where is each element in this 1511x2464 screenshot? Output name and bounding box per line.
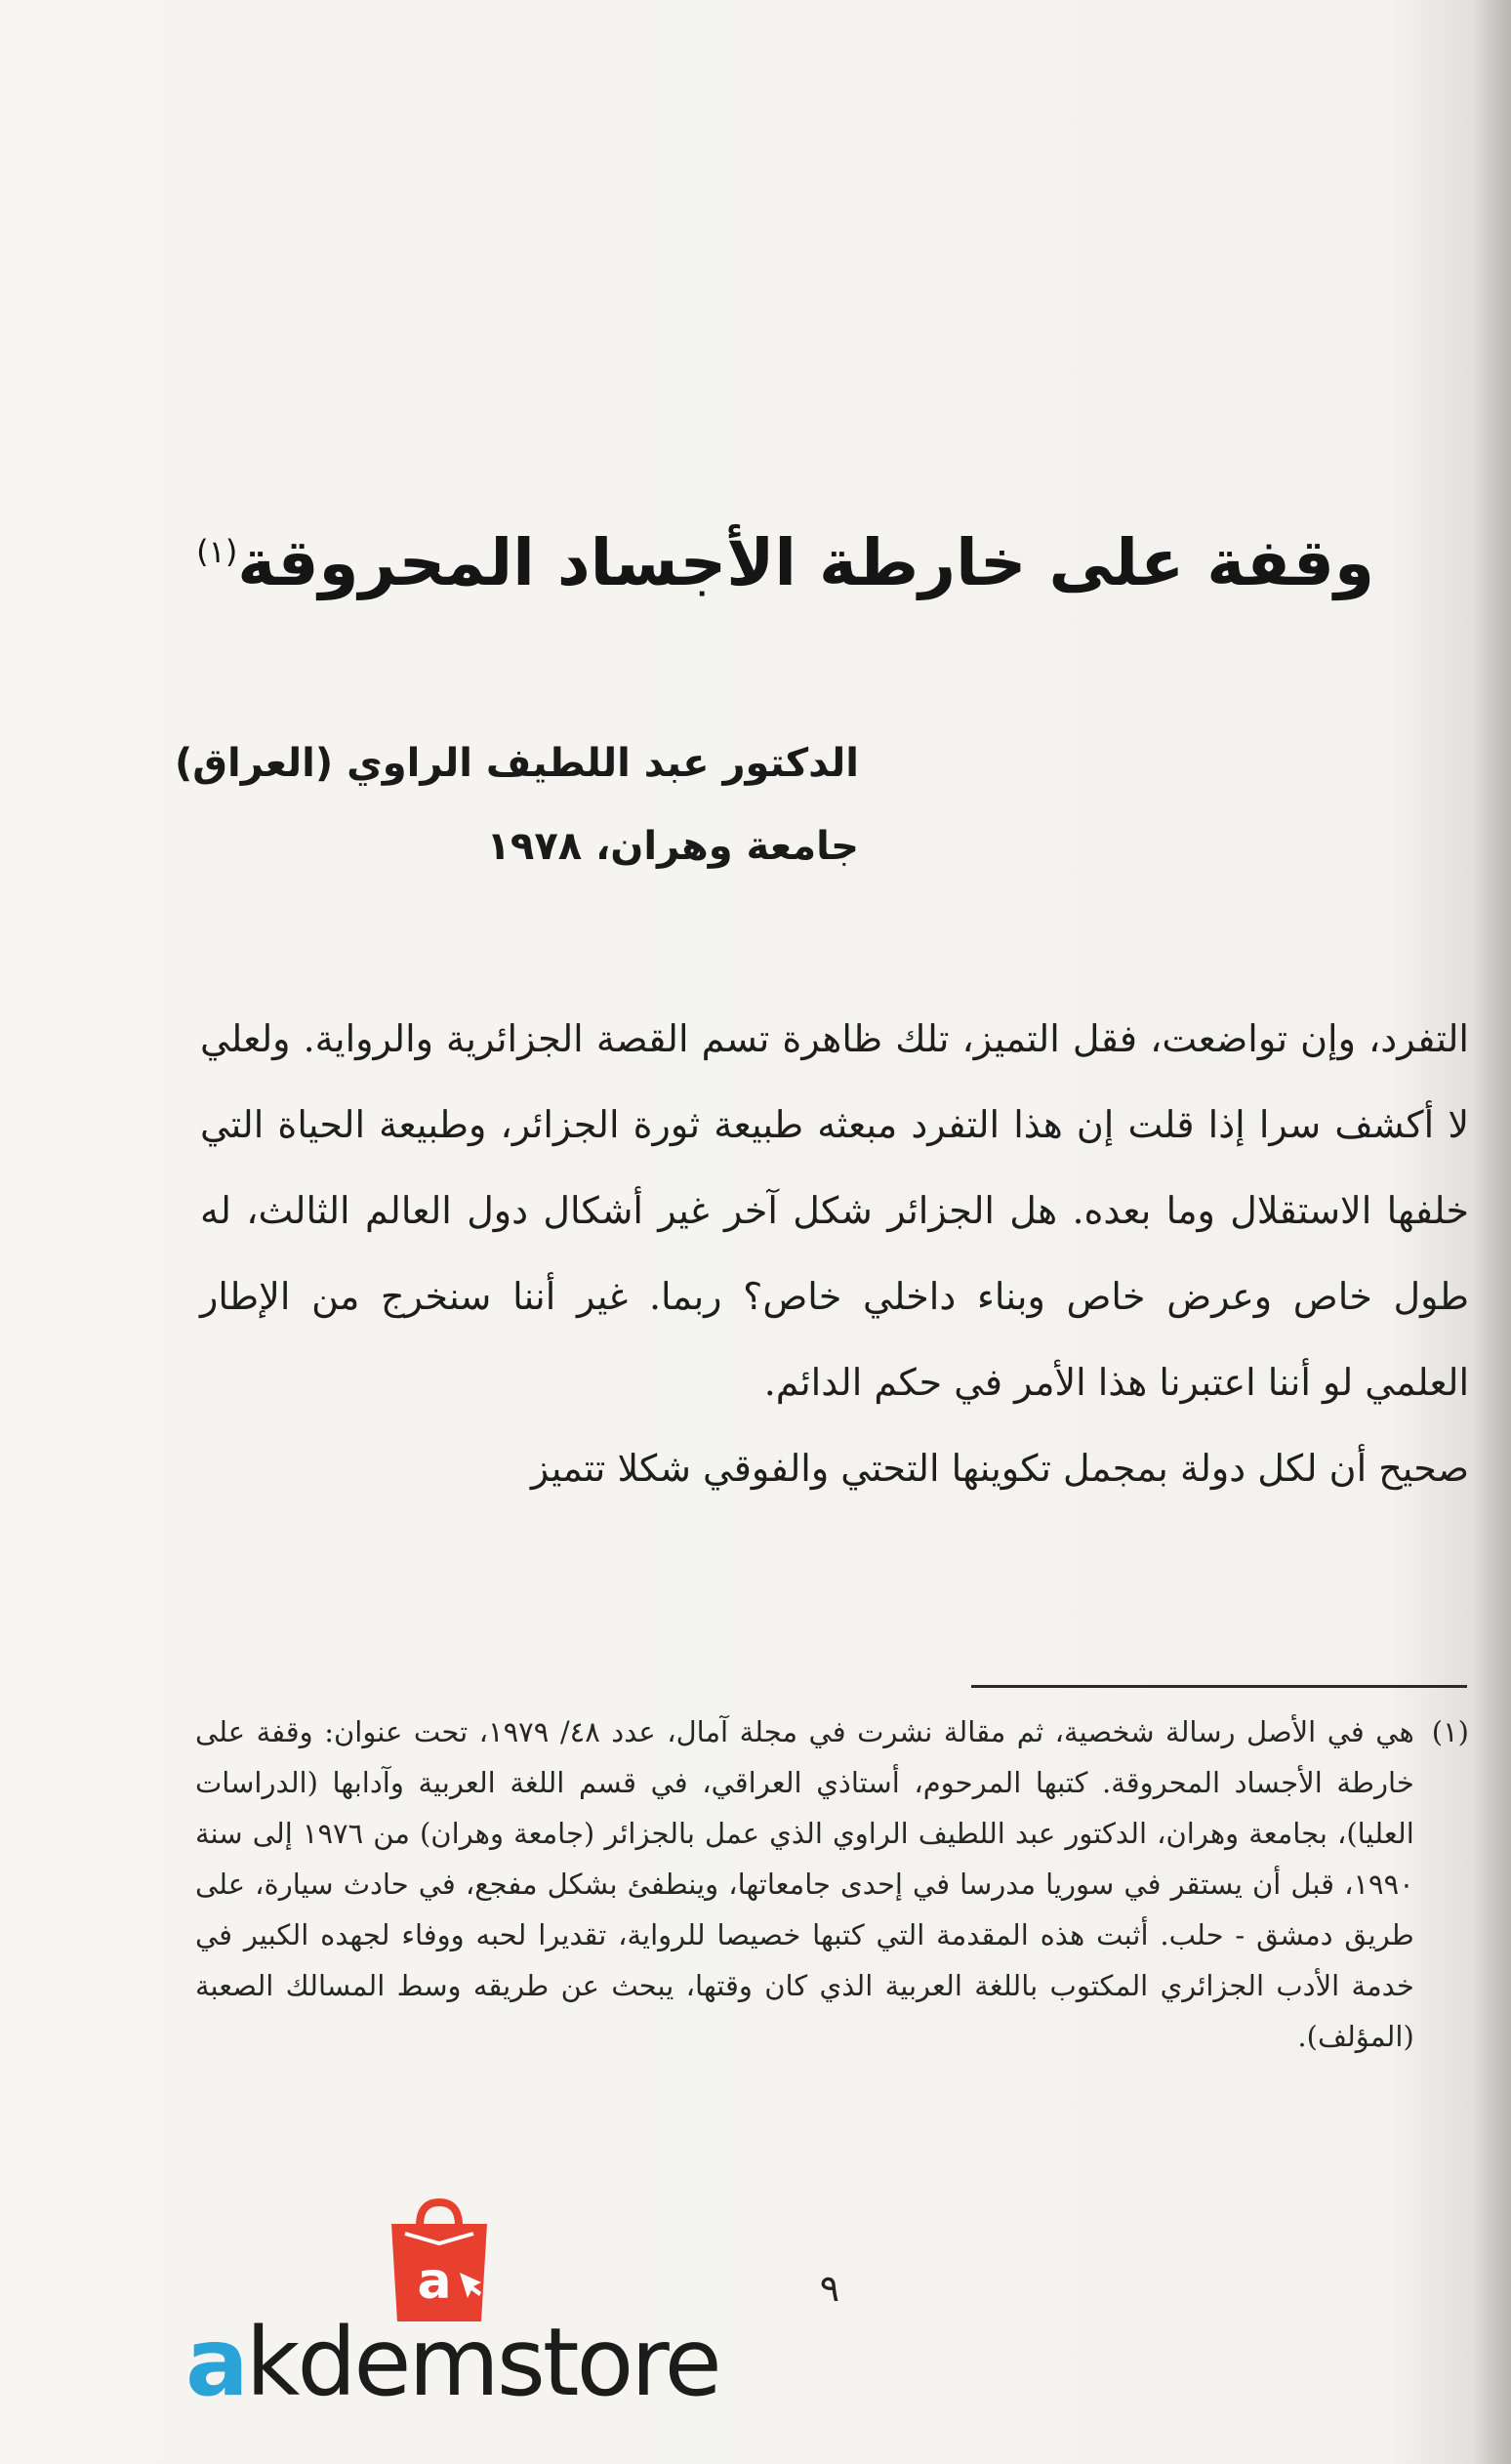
- brand-first-letter: a: [185, 2308, 246, 2417]
- footnote-marker: (١): [1431, 1715, 1469, 1748]
- brand-wordmark: [185, 2308, 719, 2417]
- page-number: ٩: [819, 2267, 840, 2310]
- chapter-title-text: وقفة على خارطة الأجساد المحروقة: [237, 525, 1374, 600]
- bag-letter: a: [417, 2252, 452, 2311]
- footnote-text: هي في الأصل رسالة شخصية، ثم مقالة نشرت في مجلة آمال، عدد ٤٨/ ١٩٧٩، تحت عنوان: وقفة على خارطة الأجساد المحروقة. كتبها المرحوم، أستاذي العراقي، في قسم اللغة العربية وآدابها (الدراسات العليا)، بجامعة وهران، الدكتور عبد اللطيف الراوي الذي عمل بالجزائر (جامعة وهران) من ١٩٧٦ إلى سنة ١٩٩٠، قبل أن يستقر في سوريا مدرسا في إحدى جامعاتها، وينطفئ بشكل مفجع، في حادث سيارة، على طريق دمشق - حلب. أثبت هذه المقدمة التي كتبها خصيصا للرواية، تقديرا لحبه ووفاء لجهده الكبير في خدمة الأدب الجزائري المكتوب باللغة العربية الذي كان وقتها، يبحث عن طريقه وسط المسالك الصعبة (المؤلف).: [195, 1715, 1414, 2053]
- paragraph: صحيح أن لكل دولة بمجمل تكوينها التحتي والفوقي شكلا تتميز: [530, 1447, 1469, 1490]
- author-block: [174, 722, 859, 888]
- brand-rest: kdemstore: [245, 2308, 719, 2417]
- chapter-title: [195, 498, 1374, 617]
- author-affiliation: جامعة وهران، ١٩٧٨: [486, 824, 859, 869]
- author-name: الدكتور عبد اللطيف الراوي (العراق): [174, 741, 859, 786]
- title-footnote-ref: (١): [196, 533, 238, 570]
- shopping-bag-icon: [386, 2197, 493, 2323]
- page-edge-shadow: [1472, 0, 1511, 2464]
- footnote: [195, 1706, 1469, 2062]
- body-text: [200, 996, 1469, 1511]
- akdemstore-watermark-logo: [185, 2197, 719, 2417]
- footnote-divider: [971, 1685, 1467, 1688]
- paragraph: التفرد، وإن تواضعت، فقل التميز، تلك ظاهرة تسم القصة الجزائرية والرواية. ولعلي لا أكشف سرا إذا قلت إن هذا التفرد مبعثه طبيعة ثورة الجزائر، وطبيعة الحياة التي خلفها الاستقلال وما بعده. هل الجزائر شكل آخر غير أشكال دول العالم الثالث، له طول خاص وعرض خاص وبناء داخلي خاص؟ ربما. غير أننا سنخرج من الإطار العلمي لو أننا اعتبرنا هذا الأمر في حكم الدائم.: [200, 1017, 1469, 1404]
